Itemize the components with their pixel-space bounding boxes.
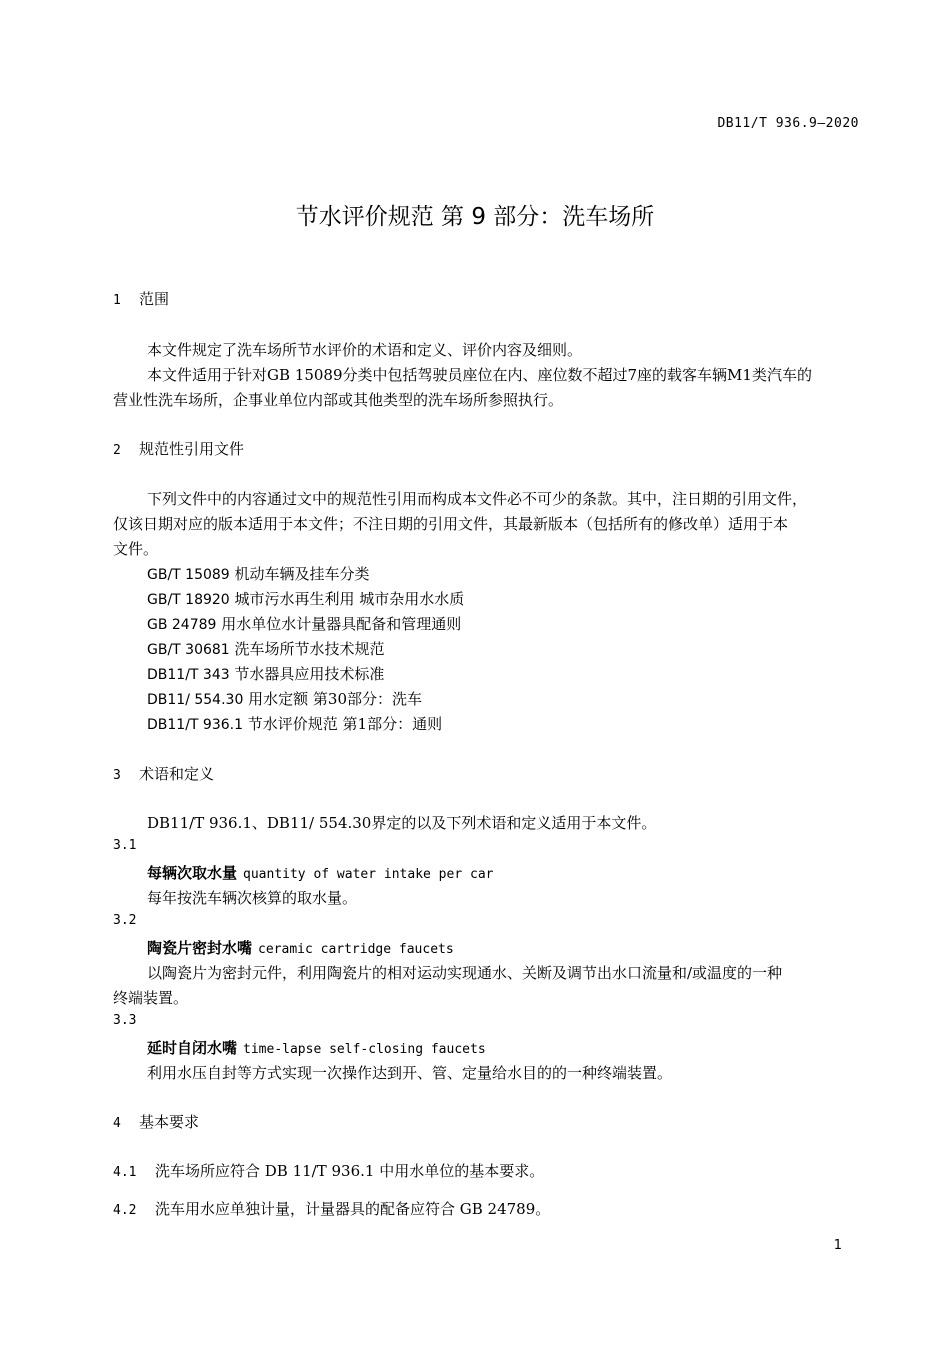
reference-name: 城市污水再生利用 城市杂用水水质 bbox=[234, 590, 465, 608]
reference-item bbox=[147, 613, 461, 634]
reference-code: DB11/ 554.30 bbox=[147, 692, 244, 708]
section-title: 范围 bbox=[139, 290, 170, 308]
term-name-en: quantity of water intake per car bbox=[243, 867, 494, 882]
section-1-heading bbox=[113, 288, 169, 309]
section-title: 基本要求 bbox=[139, 1113, 200, 1131]
reference-item bbox=[147, 588, 464, 609]
reference-code: DB11/T 343 bbox=[147, 667, 230, 683]
term-heading bbox=[147, 1037, 486, 1058]
section-title: 规范性引用文件 bbox=[139, 440, 245, 458]
document-title: 节水评价规范 第 9 部分：洗车场所 bbox=[295, 204, 655, 230]
term-name-zh: 延时自闭水嘴 bbox=[147, 1039, 238, 1057]
term-number: 3.1 bbox=[113, 838, 137, 853]
reference-name: 用水单位水计量器具配备和管理通则 bbox=[221, 615, 462, 633]
reference-name: 用水定额 第30部分：洗车 bbox=[248, 690, 422, 708]
term-number: 3.2 bbox=[113, 913, 137, 928]
paragraph: 本文件适用于针对GB 15089分类中包括驾驶员座位在内、座位数不超过7座的载客车辆M1类汽车的 bbox=[147, 366, 812, 384]
reference-item bbox=[147, 713, 442, 734]
term-heading bbox=[147, 937, 454, 958]
paragraph: DB11/T 936.1、DB11/ 554.30界定的以及下列术语和定义适用于本文件。 bbox=[147, 814, 657, 832]
reference-item bbox=[147, 663, 384, 684]
clause bbox=[113, 1198, 550, 1219]
reference-code: DB11/T 936.1 bbox=[147, 717, 243, 733]
section-3-heading bbox=[113, 763, 214, 784]
term-definition: 利用水压自封等方式实现一次操作达到开、管、定量给水目的的一种终端装置。 bbox=[147, 1064, 673, 1082]
paragraph-continuation: 仅该日期对应的版本适用于本文件；不注日期的引用文件，其最新版本（包括所有的修改单）适用于本 bbox=[113, 515, 789, 533]
reference-code: GB/T 18920 bbox=[147, 592, 230, 608]
reference-code: GB 24789 bbox=[147, 617, 217, 633]
clause-number: 4.1 bbox=[113, 1165, 137, 1180]
clause-text: 洗车用水应单独计量，计量器具的配备应符合 GB 24789。 bbox=[155, 1200, 551, 1218]
paragraph: 本文件规定了洗车场所节水评价的术语和定义、评价内容及细则。 bbox=[147, 341, 583, 359]
clause-number: 4.2 bbox=[113, 1203, 137, 1218]
reference-code: GB/T 15089 bbox=[147, 567, 230, 583]
reference-name: 机动车辆及挂车分类 bbox=[234, 565, 370, 583]
section-title: 术语和定义 bbox=[139, 765, 215, 783]
document-number: DB11/T 936.9—2020 bbox=[717, 116, 859, 131]
clause-text: 洗车场所应符合 DB 11/T 936.1 中用水单位的基本要求。 bbox=[155, 1162, 545, 1180]
section-number: 1 bbox=[113, 293, 121, 308]
clause bbox=[113, 1160, 544, 1181]
term-definition: 以陶瓷片为密封元件，利用陶瓷片的相对运动实现通水、关断及调节出水口流量和/或温度的一种 bbox=[147, 964, 783, 982]
reference-item bbox=[147, 638, 385, 659]
page-number: 1 bbox=[833, 1238, 842, 1253]
term-name-en: ceramic cartridge faucets bbox=[258, 942, 454, 957]
paragraph-continuation: 营业性洗车场所，企事业单位内部或其他类型的洗车场所参照执行。 bbox=[113, 391, 564, 409]
reference-name: 节水器具应用技术标准 bbox=[234, 665, 385, 683]
paragraph-continuation: 文件。 bbox=[113, 540, 159, 558]
section-number: 3 bbox=[113, 768, 121, 783]
reference-name: 节水评价规范 第1部分：通则 bbox=[247, 715, 443, 733]
term-name-zh: 每辆次取水量 bbox=[147, 864, 238, 882]
term-definition-continuation: 终端装置。 bbox=[113, 989, 189, 1007]
reference-item bbox=[147, 563, 370, 584]
term-definition: 每年按洗车辆次核算的取水量。 bbox=[147, 889, 358, 907]
reference-item bbox=[147, 688, 422, 709]
section-number: 4 bbox=[113, 1116, 121, 1131]
section-number: 2 bbox=[113, 443, 121, 458]
term-name-zh: 陶瓷片密封水嘴 bbox=[147, 939, 253, 957]
term-heading bbox=[147, 862, 493, 883]
paragraph: 下列文件中的内容通过文中的规范性引用而构成本文件必不可少的条款。其中，注日期的引用文件， bbox=[147, 490, 808, 508]
section-2-heading bbox=[113, 438, 244, 459]
term-number: 3.3 bbox=[113, 1013, 137, 1028]
reference-name: 洗车场所节水技术规范 bbox=[234, 640, 385, 658]
reference-code: GB/T 30681 bbox=[147, 642, 230, 658]
section-4-heading bbox=[113, 1111, 199, 1132]
term-name-en: time-lapse self-closing faucets bbox=[243, 1042, 486, 1057]
